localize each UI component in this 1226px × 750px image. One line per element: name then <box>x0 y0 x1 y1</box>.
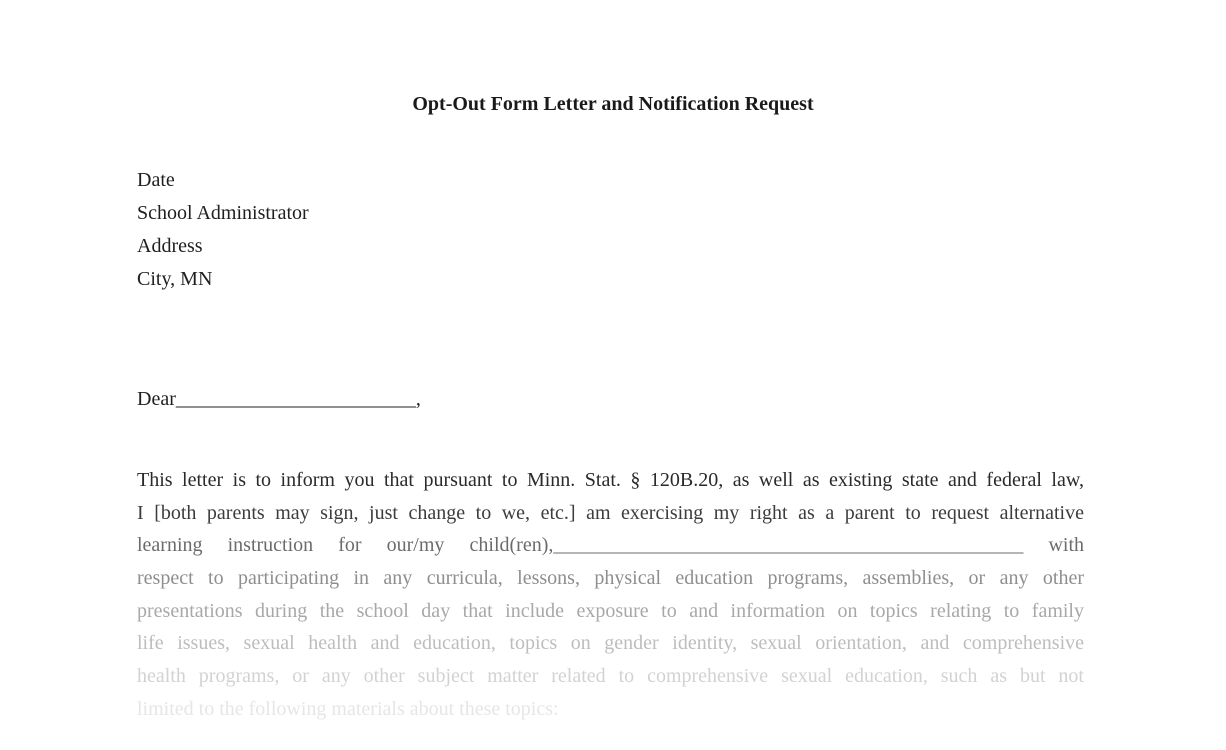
date-line: Date <box>137 169 175 191</box>
body-line: presentations during the school day that include exposure to and information on topics relating to family <box>137 599 1084 622</box>
body-line: limited to the following materials about these topics: <box>137 697 559 720</box>
document-title: Opt-Out Form Letter and Notification Request <box>412 93 814 115</box>
salutation-line: Dear________________________, <box>137 388 421 410</box>
letter-body <box>137 464 1084 726</box>
body-line: learning instruction for our/my child(ren),_______________________________________________ with <box>137 534 1084 557</box>
address-block <box>137 164 309 296</box>
body-line: respect to participating in any curricula, lessons, physical education programs, assemblies, or any other <box>137 567 1084 590</box>
city-line: City, MN <box>137 268 213 290</box>
body-line: life issues, sexual health and education, topics on gender identity, sexual orientation, and comprehensive <box>137 632 1084 655</box>
body-line: health programs, or any other subject matter related to comprehensive sexual education, such as but not <box>137 665 1084 688</box>
body-line: I [both parents may sign, just change to we, etc.] am exercising my right as a parent to request alternative <box>137 501 1084 524</box>
body-line: This letter is to inform you that pursuant to Minn. Stat. § 120B.20, as well as existing state and federal law, <box>137 469 1084 491</box>
recipient-line: School Administrator <box>137 202 309 224</box>
address-line: Address <box>137 235 203 257</box>
